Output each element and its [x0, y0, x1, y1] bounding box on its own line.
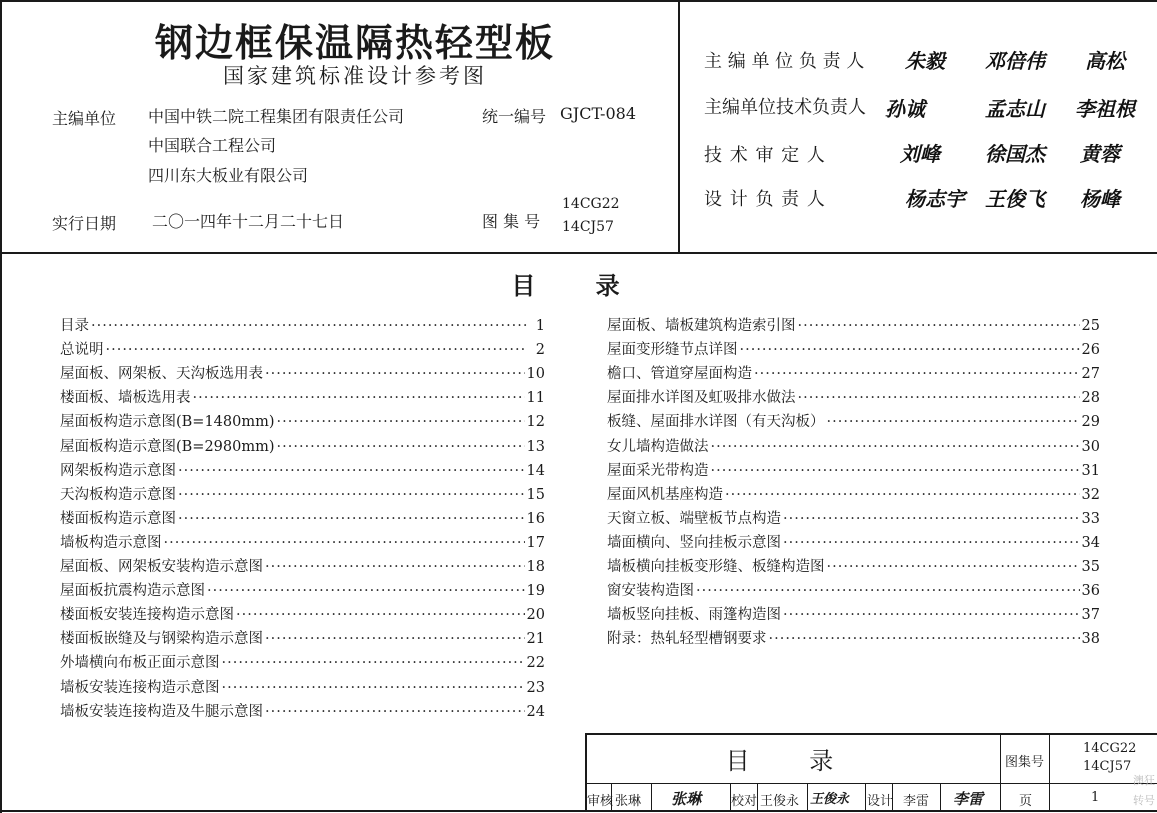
signature-image: 王俊永 — [810, 792, 850, 807]
title-block-atlas-no-1: 14CG22 — [1083, 741, 1137, 756]
toc-leader-dots — [725, 487, 1080, 503]
toc-entry-page: 20 — [526, 607, 545, 624]
toc-entry-title: 屋面采光带构造 — [607, 462, 709, 479]
reviewer-name: 张琳 — [615, 794, 642, 809]
toc-leader-dots — [711, 439, 1080, 455]
toc-entry[interactable] — [607, 338, 1100, 360]
toc-entry[interactable] — [60, 700, 545, 722]
sig-role-design-lead: 设 计 负 责 人 — [704, 189, 825, 210]
toc-entry-page: 36 — [1081, 583, 1100, 600]
toc-leader-dots — [106, 342, 528, 358]
toc-leader-dots — [783, 535, 1080, 551]
toc-entry-page: 17 — [526, 534, 545, 551]
toc-entry[interactable] — [60, 531, 545, 553]
toc-entry[interactable] — [607, 627, 1100, 649]
left-border — [0, 0, 2, 813]
toc-heading: 目 录 — [511, 272, 646, 300]
toc-leader-dots — [222, 655, 525, 671]
toc-entry[interactable] — [607, 507, 1100, 529]
toc-entry-title: 窗安装构造图 — [607, 583, 694, 600]
toc-entry-title: 屋面板抗震构造示意图 — [60, 583, 205, 600]
toc-leader-dots — [164, 535, 525, 551]
toc-leader-dots — [265, 704, 525, 720]
toc-entry[interactable] — [60, 483, 545, 505]
toc-entry-page: 31 — [1081, 462, 1100, 479]
toc-leader-dots — [178, 511, 525, 527]
page-label: 页 — [1019, 794, 1033, 809]
watermark-2: 转号 — [1133, 794, 1155, 807]
toc-entry-page: 2 — [535, 342, 545, 359]
signature-image: 孟志山 — [985, 97, 1045, 121]
toc-leader-dots — [711, 463, 1080, 479]
toc-entry-title: 墙板安装连接构造及牛腿示意图 — [60, 703, 263, 720]
toc-leader-dots — [783, 511, 1080, 527]
toc-entry[interactable] — [60, 386, 545, 408]
toc-leader-dots — [265, 366, 525, 382]
toc-entry-title: 屋面板构造示意图(B=2980mm) — [60, 438, 275, 455]
toc-entry[interactable] — [607, 603, 1100, 625]
editor-1: 中国中铁二院工程集团有限责任公司 — [148, 107, 405, 126]
editor-label: 主编单位 — [52, 109, 117, 128]
toc-leader-dots — [740, 342, 1080, 358]
signature-image: 李雷 — [953, 790, 984, 808]
toc-entry-title: 屋面板、墙板建筑构造索引图 — [607, 318, 796, 334]
document-subtitle: 国家建筑标准设计参考图 — [223, 64, 487, 88]
signature-image: 杨志宇 — [905, 187, 965, 211]
signature-image: 徐国杰 — [985, 142, 1045, 166]
check-label: 校对 — [731, 794, 758, 809]
toc-entry-page: 23 — [526, 679, 545, 696]
toc-entry-page: 15 — [526, 486, 545, 503]
toc-entry[interactable] — [60, 603, 545, 625]
toc-entry-title: 目录 — [60, 318, 89, 334]
toc-entry-title: 女儿墙构造做法 — [607, 438, 709, 455]
toc-entry-title: 墙板构造示意图 — [60, 534, 162, 551]
toc-leader-dots — [277, 414, 525, 430]
toc-entry[interactable] — [607, 555, 1100, 577]
toc-entry-title: 墙板竖向挂板、雨篷构造图 — [607, 607, 781, 624]
signature-image: 孙诚 — [885, 97, 925, 121]
toc-entry-page: 29 — [1081, 414, 1100, 431]
review-label: 审核 — [587, 794, 614, 809]
toc-entry-title: 总说明 — [60, 342, 104, 359]
signature-image: 张琳 — [671, 790, 702, 808]
toc-entry-page: 12 — [526, 414, 545, 431]
toc-entry-title: 外墙横向布板正面示意图 — [60, 655, 220, 672]
toc-entry-page: 28 — [1081, 390, 1100, 407]
toc-entry[interactable] — [607, 314, 1100, 336]
toc-entry-page: 21 — [526, 631, 545, 648]
toc-leader-dots — [827, 559, 1080, 575]
toc-entry-page: 24 — [526, 703, 545, 720]
toc-entry-title: 屋面排水详图及虹吸排水做法 — [607, 390, 796, 407]
signature-image: 杨峰 — [1080, 187, 1120, 211]
watermark-1: 澳狂 — [1133, 774, 1155, 787]
editor-3: 四川东大板业有限公司 — [148, 166, 309, 185]
toc-entry-title: 网架板构造示意图 — [60, 462, 176, 479]
effective-date: 二〇一四年十二月二十七日 — [152, 212, 345, 231]
signature-image: 邓倍伟 — [985, 49, 1045, 73]
toc-entry[interactable] — [60, 459, 545, 481]
toc-entry[interactable] — [60, 314, 545, 336]
toc-entry-page: 19 — [526, 583, 545, 600]
toc-entry-page: 37 — [1081, 607, 1100, 624]
toc-leader-dots — [277, 439, 525, 455]
unified-no: GJCT-084 — [560, 104, 636, 123]
toc-leader-dots — [236, 607, 525, 623]
sig-role-tech-review: 技 术 审 定 人 — [704, 145, 825, 166]
toc-entry[interactable] — [607, 531, 1100, 553]
signature-image: 高松 — [1085, 49, 1125, 73]
toc-leader-dots — [798, 318, 1080, 334]
toc-leader-dots — [696, 583, 1080, 599]
toc-entry[interactable] — [607, 459, 1100, 481]
toc-entry-page: 30 — [1081, 438, 1100, 455]
toc-entry-title: 附录：热轧轻型槽钢要求 — [607, 631, 767, 648]
toc-entry-page: 18 — [526, 559, 545, 575]
date-label: 实行日期 — [52, 214, 117, 233]
unified-no-label: 统一编号 — [482, 107, 547, 126]
toc-entry[interactable] — [60, 651, 545, 673]
toc-entry-title: 墙面横向、竖向挂板示意图 — [607, 534, 781, 551]
checker-name: 王俊永 — [760, 794, 800, 809]
toc-entry-page: 11 — [526, 390, 545, 407]
atlas-label: 图 集 号 — [482, 212, 541, 231]
page-number: 1 — [1091, 790, 1100, 805]
toc-leader-dots — [265, 559, 525, 575]
toc-leader-dots — [798, 390, 1080, 406]
header-bottom-border — [0, 252, 1157, 254]
toc-entry-title: 屋面板、网架板、天沟板选用表 — [60, 366, 263, 383]
toc-entry-page: 25 — [1081, 318, 1100, 334]
toc-entry[interactable] — [60, 507, 545, 529]
toc-entry-title: 墙板横向挂板变形缝、板缝构造图 — [607, 559, 825, 575]
top-border — [0, 0, 1157, 2]
toc-leader-dots — [207, 583, 525, 599]
signature-image: 黄蓉 — [1080, 142, 1120, 166]
toc-leader-dots — [783, 607, 1080, 623]
toc-leader-dots — [178, 487, 525, 503]
toc-leader-dots — [827, 414, 1080, 430]
signature-image: 刘峰 — [900, 142, 940, 166]
toc-entry[interactable] — [60, 555, 545, 577]
toc-entry-page: 10 — [526, 366, 545, 383]
title-block — [585, 733, 1157, 811]
toc-entry[interactable] — [607, 362, 1100, 384]
title-block-atlas-no-2: 14CJ57 — [1083, 759, 1132, 774]
title-block-atlas-label: 图集号 — [1005, 755, 1045, 770]
toc-entry[interactable] — [60, 338, 545, 360]
toc-entry-title: 楼面板安装连接构造示意图 — [60, 607, 234, 624]
toc-entry[interactable] — [60, 676, 545, 698]
toc-leader-dots — [769, 631, 1080, 647]
toc-entry-page: 13 — [526, 438, 545, 455]
signature-image: 王俊飞 — [985, 187, 1045, 211]
design-label: 设计 — [867, 794, 894, 809]
toc-entry-title: 楼面板、墙板选用表 — [60, 390, 191, 407]
toc-entry[interactable] — [607, 579, 1100, 601]
toc-entry[interactable] — [607, 483, 1100, 505]
toc-entry[interactable] — [60, 362, 545, 384]
toc-leader-dots — [265, 631, 525, 647]
toc-entry-title: 天沟板构造示意图 — [60, 486, 176, 503]
toc-entry-title: 天窗立板、端壁板节点构造 — [607, 510, 781, 527]
toc-leader-dots — [754, 366, 1080, 382]
toc-entry-title: 屋面风机基座构造 — [607, 486, 723, 503]
toc-entry[interactable] — [60, 410, 545, 432]
toc-entry[interactable] — [607, 410, 1100, 432]
signature-image: 李祖根 — [1075, 97, 1135, 121]
toc-leader-dots — [178, 463, 525, 479]
atlas-no-1: 14CG22 — [562, 196, 620, 212]
toc-entry[interactable] — [60, 435, 545, 457]
toc-entry-page: 26 — [1081, 342, 1100, 359]
toc-entry-title: 屋面板、网架板安装构造示意图 — [60, 559, 263, 575]
editor-2: 中国联合工程公司 — [148, 136, 277, 155]
toc-entry-page: 32 — [1081, 486, 1100, 503]
toc-entry-page: 22 — [526, 655, 545, 672]
toc-entry-page: 33 — [1081, 510, 1100, 527]
toc-entry[interactable] — [607, 435, 1100, 457]
toc-entry[interactable] — [60, 627, 545, 649]
toc-entry-page: 38 — [1081, 631, 1100, 648]
toc-entry-page: 27 — [1081, 366, 1100, 383]
document-title: 钢边框保温隔热轻型板 — [154, 21, 555, 65]
atlas-no-2: 14CJ57 — [562, 219, 614, 235]
toc-entry-title: 楼面板构造示意图 — [60, 510, 176, 527]
toc-leader-dots — [91, 318, 527, 334]
toc-leader-dots — [193, 390, 525, 406]
toc-entry-title: 板缝、屋面排水详图（有天沟板） — [607, 414, 825, 431]
toc-entry[interactable] — [607, 386, 1100, 408]
toc-entry-title: 屋面变形缝节点详图 — [607, 342, 738, 359]
toc-entry-title: 墙板安装连接构造示意图 — [60, 679, 220, 696]
toc-entry[interactable] — [60, 579, 545, 601]
toc-leader-dots — [222, 680, 525, 696]
toc-entry-page: 35 — [1081, 559, 1100, 575]
toc-entry-page: 16 — [526, 510, 545, 527]
designer-name: 李雷 — [903, 794, 930, 809]
toc-entry-title: 檐口、管道穿屋面构造 — [607, 366, 752, 383]
toc-entry-page: 34 — [1081, 534, 1100, 551]
signature-image: 朱毅 — [905, 49, 945, 73]
sig-role-chief-editor: 主 编 单 位 负 责 人 — [704, 51, 865, 72]
toc-entry-title: 屋面板构造示意图(B=1480mm) — [60, 414, 275, 431]
toc-entry-page: 14 — [526, 462, 545, 479]
title-block-title: 目 录 — [725, 747, 860, 775]
header-divider — [678, 0, 680, 252]
toc-entry-page: 1 — [535, 318, 545, 334]
sig-role-tech-lead: 主编单位技术负责人 — [704, 97, 866, 118]
toc-entry-title: 楼面板嵌缝及与钢梁构造示意图 — [60, 631, 263, 648]
